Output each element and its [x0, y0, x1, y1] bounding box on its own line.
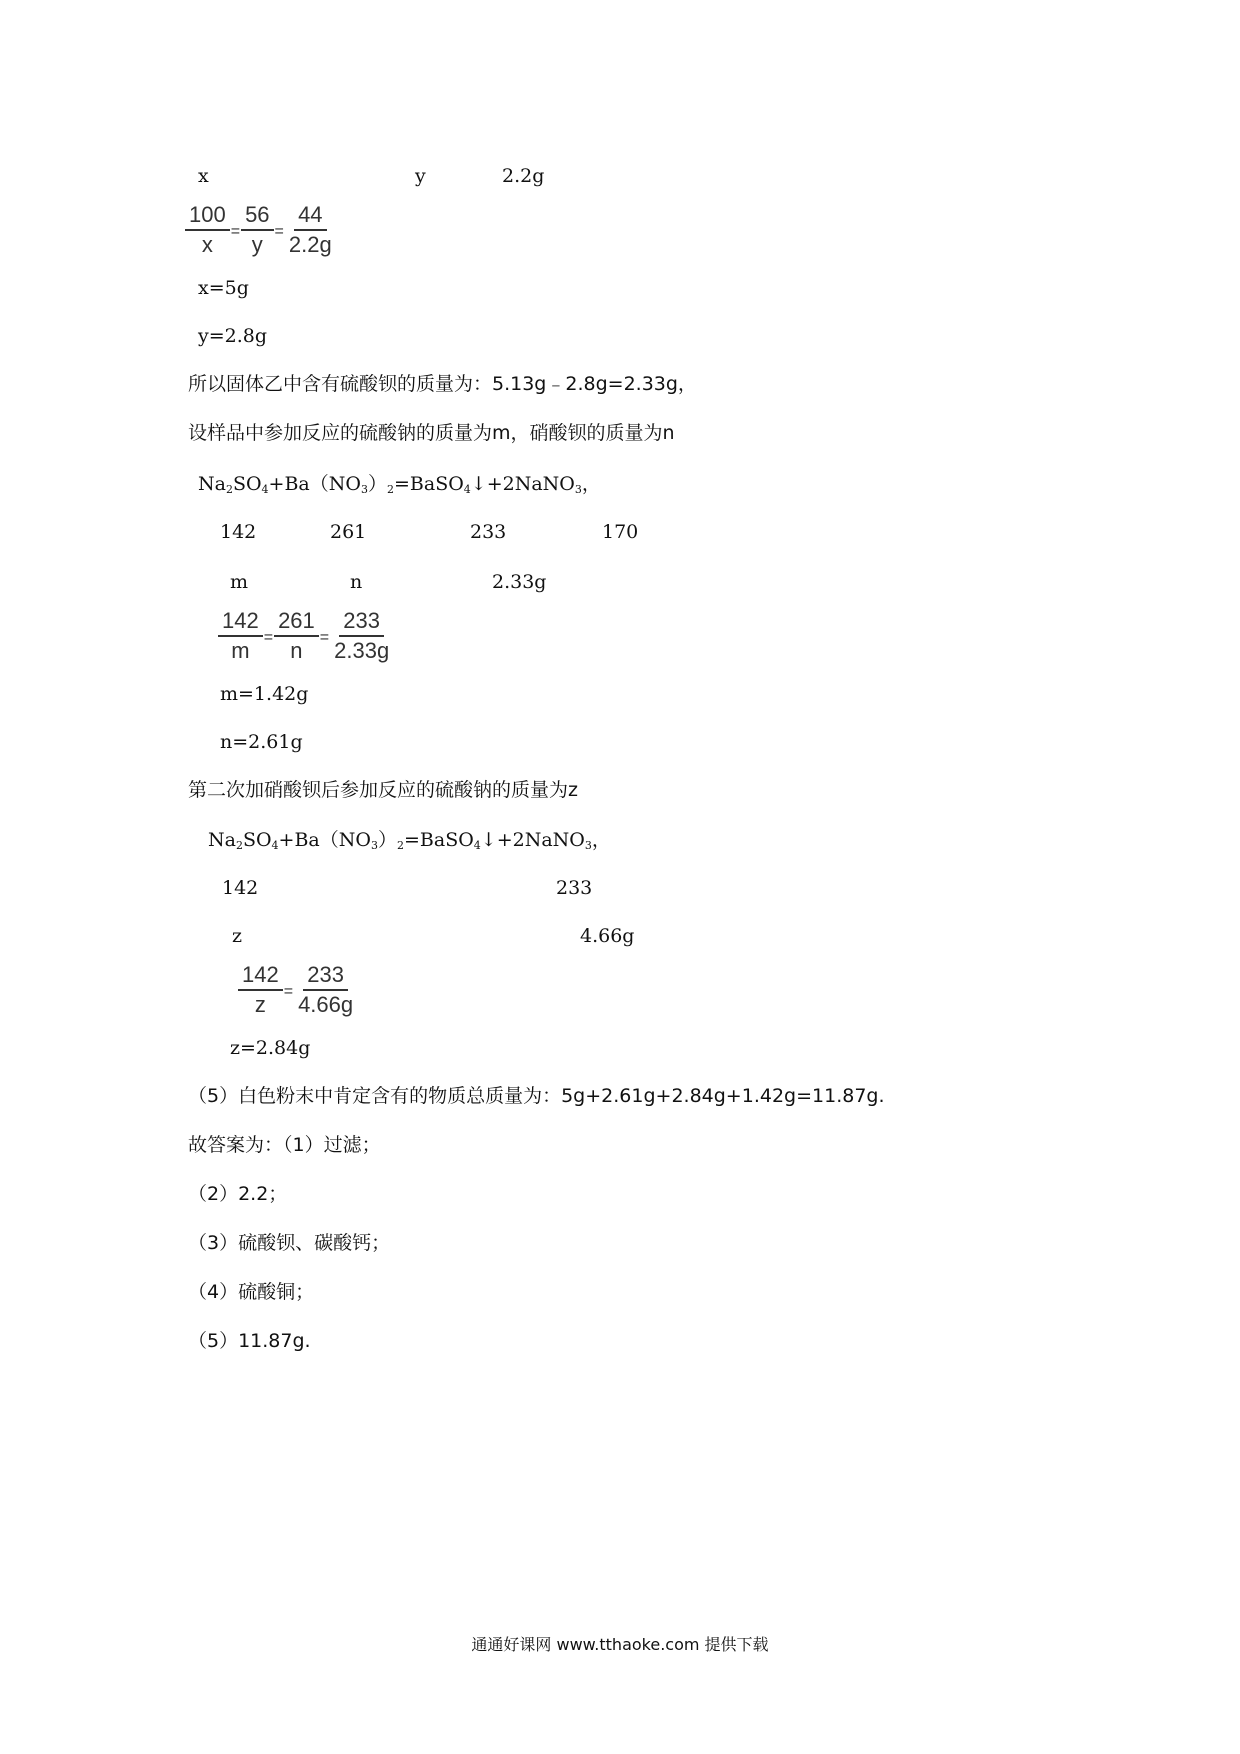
fraction-142-z: $\frac{142}{z}$	[238, 962, 283, 1018]
fraction-261-n: $\frac{261}{n}$	[274, 608, 319, 664]
answer-line-2: （2）2.2；	[188, 1183, 288, 1205]
fraction-equation-1: $\frac{100}{x}$ = $\frac{56}{y}$ = $\frac{44}{2.2g}$	[185, 202, 336, 258]
fraction-44-2-2g: $\frac{44}{2.2g}$	[288, 202, 332, 257]
second-addition-line: 第二次加硝酸钡后参加反应的硫酸钠的质量为z	[188, 779, 578, 801]
fraction-equation-3: $\frac{142}{z}$ = $\frac{233}{4.66g}$	[238, 962, 357, 1018]
z-result: z=2.84g	[230, 1037, 311, 1059]
label-2-2g: 2.2g	[502, 165, 545, 187]
answer-line-1: 故答案为：（1）过滤；	[188, 1134, 381, 1156]
page-footer: 通通好课网 www.tthaoke.com 提供下载	[471, 1635, 769, 1654]
m-result: m=1.42g	[220, 683, 309, 705]
value-2-33g: 2.33g	[492, 571, 547, 593]
var-n: n	[350, 571, 363, 593]
var-z: z	[232, 925, 243, 947]
fraction-100-x: $\frac{100}{x}$	[185, 202, 230, 258]
coef-142: 142	[220, 521, 257, 543]
coef-233: 233	[470, 521, 507, 543]
coef-261: 261	[330, 521, 367, 543]
barium-sulfate-mass-line: 所以固体乙中含有硫酸钡的质量为：5.13g﹣2.8g=2.33g，	[188, 373, 697, 395]
fraction-56-y: $\frac{56}{y}$	[241, 202, 273, 258]
set-unknowns-line: 设样品中参加反应的硫酸钠的质量为m，硝酸钡的质量为n	[188, 422, 675, 444]
answer-line-4: （4）硫酸铜；	[188, 1281, 315, 1303]
label-y: y	[415, 165, 426, 187]
coef-170: 170	[602, 521, 639, 543]
label-x: x	[198, 165, 209, 187]
answer-line-5: （5）11.87g.	[188, 1330, 311, 1352]
chemical-equation-2: $Na_2SO_4+Ba(NO_3)_2=BaSO_4↓+2NaNO_3$，	[208, 829, 611, 852]
var-m: m	[230, 571, 249, 593]
answer-line-3: （3）硫酸钡、碳酸钙；	[188, 1232, 391, 1254]
chemical-equation-1: $Na_2SO_4+Ba(NO_3)_2=BaSO_4↓+2NaNO_3$，	[198, 473, 601, 496]
fraction-233-4-66g: $\frac{233}{4.66g}$	[298, 962, 354, 1017]
y-result: y=2.8g	[198, 325, 268, 347]
total-mass-line: （5）白色粉末中肯定含有的物质总质量为：5g+2.61g+2.84g+1.42g=11.87g.	[188, 1085, 885, 1107]
fraction-233-2-33g: $\frac{233}{2.33g}$	[334, 608, 390, 663]
coef-142-second: 142	[222, 877, 259, 899]
fraction-equation-2: $\frac{142}{m}$ = $\frac{261}{n}$ = $\frac{233}{2.33g}$	[218, 608, 393, 664]
x-result: x=5g	[198, 277, 249, 299]
value-4-66g: 4.66g	[580, 925, 635, 947]
n-result: n=2.61g	[220, 731, 303, 753]
fraction-142-m: $\frac{142}{m}$	[218, 608, 263, 664]
coef-233-second: 233	[556, 877, 593, 899]
